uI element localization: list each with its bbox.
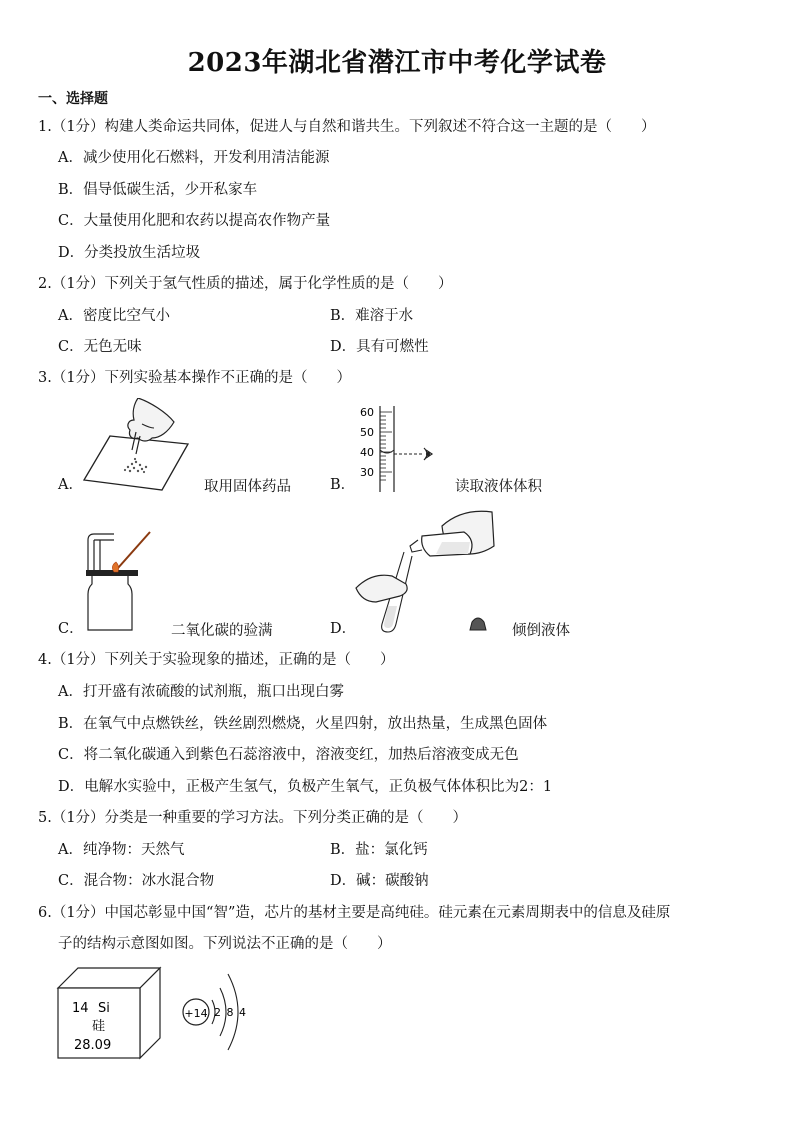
cylinder-tick-50: 50 (360, 426, 374, 439)
question-4-option-c[interactable]: C．将二氧化碳通入到紫色石蕊溶液中，溶液变红，加热后溶液变成无色 (58, 747, 519, 763)
question-6-stem-line-1: 6.（1分）中国芯彰显中国“智”造，芯片的基材主要是高纯硅。硅元素在元素周期表中的信息及硅原 (38, 905, 671, 921)
question-1-stem: 1.（1分）构建人类命运共同体，促进人与自然和谐共生。下列叙述不符合这一主题的是（ ） (38, 119, 656, 135)
section-heading: 一、选择题 (38, 91, 108, 107)
graduated-cylinder-illustration (352, 404, 442, 494)
element-symbol: Si (98, 1001, 110, 1016)
question-3-caption-d: 倾倒液体 (512, 623, 570, 639)
pouring-liquid-illustration (352, 506, 502, 636)
question-5-option-d[interactable]: D．碱：碳酸钠 (330, 873, 429, 889)
question-1-option-a[interactable]: A．减少使用化石燃料，开发利用清洁能源 (58, 150, 330, 166)
question-4-stem: 4.（1分）下列关于实验现象的描述，正确的是（ ） (38, 652, 395, 668)
silicon-atom-structure-diagram (178, 962, 258, 1062)
solid-reagent-illustration (80, 398, 190, 494)
question-6-stem-line-2: 子的结构示意图如图。下列说法不正确的是（ ） (58, 936, 392, 952)
question-2-option-d[interactable]: D．具有可燃性 (330, 339, 429, 355)
question-4-option-b[interactable]: B．在氧气中点燃铁丝，铁丝剧烈燃烧，火星四射，放出热量，生成黑色固体 (58, 716, 548, 732)
question-3-option-c[interactable]: C． (58, 621, 84, 637)
question-3-option-d[interactable]: D． (330, 621, 357, 637)
element-atomic-mass: 28.09 (74, 1038, 112, 1053)
question-4-option-d[interactable]: D．电解水实验中，正极产生氢气，负极产生氧气，正负极气体体积比为2：1 (58, 779, 553, 795)
element-name: 硅 (92, 1019, 106, 1034)
question-1-option-d[interactable]: D．分类投放生活垃圾 (58, 245, 201, 261)
cylinder-tick-40: 40 (360, 446, 374, 459)
atom-electron-shells: 2 8 4 (214, 1006, 247, 1019)
question-2-stem: 2.（1分）下列关于氢气性质的描述，属于化学性质的是（ ） (38, 276, 453, 292)
co2-bottle-illustration (80, 528, 160, 636)
question-3-caption-a: 取用固体药品 (204, 479, 291, 495)
question-5-option-c[interactable]: C．混合物：冰水混合物 (58, 873, 215, 889)
question-2-option-b[interactable]: B．难溶于水 (330, 308, 414, 324)
atom-nucleus-charge: +14 (184, 1007, 208, 1020)
question-3-caption-c: 二氧化碳的验满 (171, 623, 273, 639)
question-3-caption-b: 读取液体体积 (455, 479, 542, 495)
cylinder-tick-60: 60 (360, 406, 374, 419)
question-3-stem: 3.（1分）下列实验基本操作不正确的是（ ） (38, 370, 352, 386)
question-4-option-a[interactable]: A．打开盛有浓硫酸的试剂瓶，瓶口出现白雾 (58, 684, 344, 700)
question-5-stem: 5.（1分）分类是一种重要的学习方法。下列分类正确的是（ ） (38, 810, 468, 826)
question-3-option-b[interactable]: B． (330, 477, 356, 493)
cylinder-tick-30: 30 (360, 466, 374, 479)
question-1-option-c[interactable]: C．大量使用化肥和农药以提高农作物产量 (58, 213, 331, 229)
question-5-option-b[interactable]: B．盐：氯化钙 (330, 842, 428, 858)
page-title: 2023年湖北省潜江市中考化学试卷 (187, 48, 607, 78)
periodic-table-cell (56, 966, 166, 1060)
question-2-option-c[interactable]: C．无色无味 (58, 339, 142, 355)
question-2-option-a[interactable]: A．密度比空气小 (58, 308, 170, 324)
question-1-option-b[interactable]: B．倡导低碳生活，少开私家车 (58, 182, 258, 198)
question-3-option-a[interactable]: A． (58, 477, 83, 493)
question-5-option-a[interactable]: A．纯净物：天然气 (58, 842, 185, 858)
element-atomic-number: 14 (72, 1001, 89, 1016)
